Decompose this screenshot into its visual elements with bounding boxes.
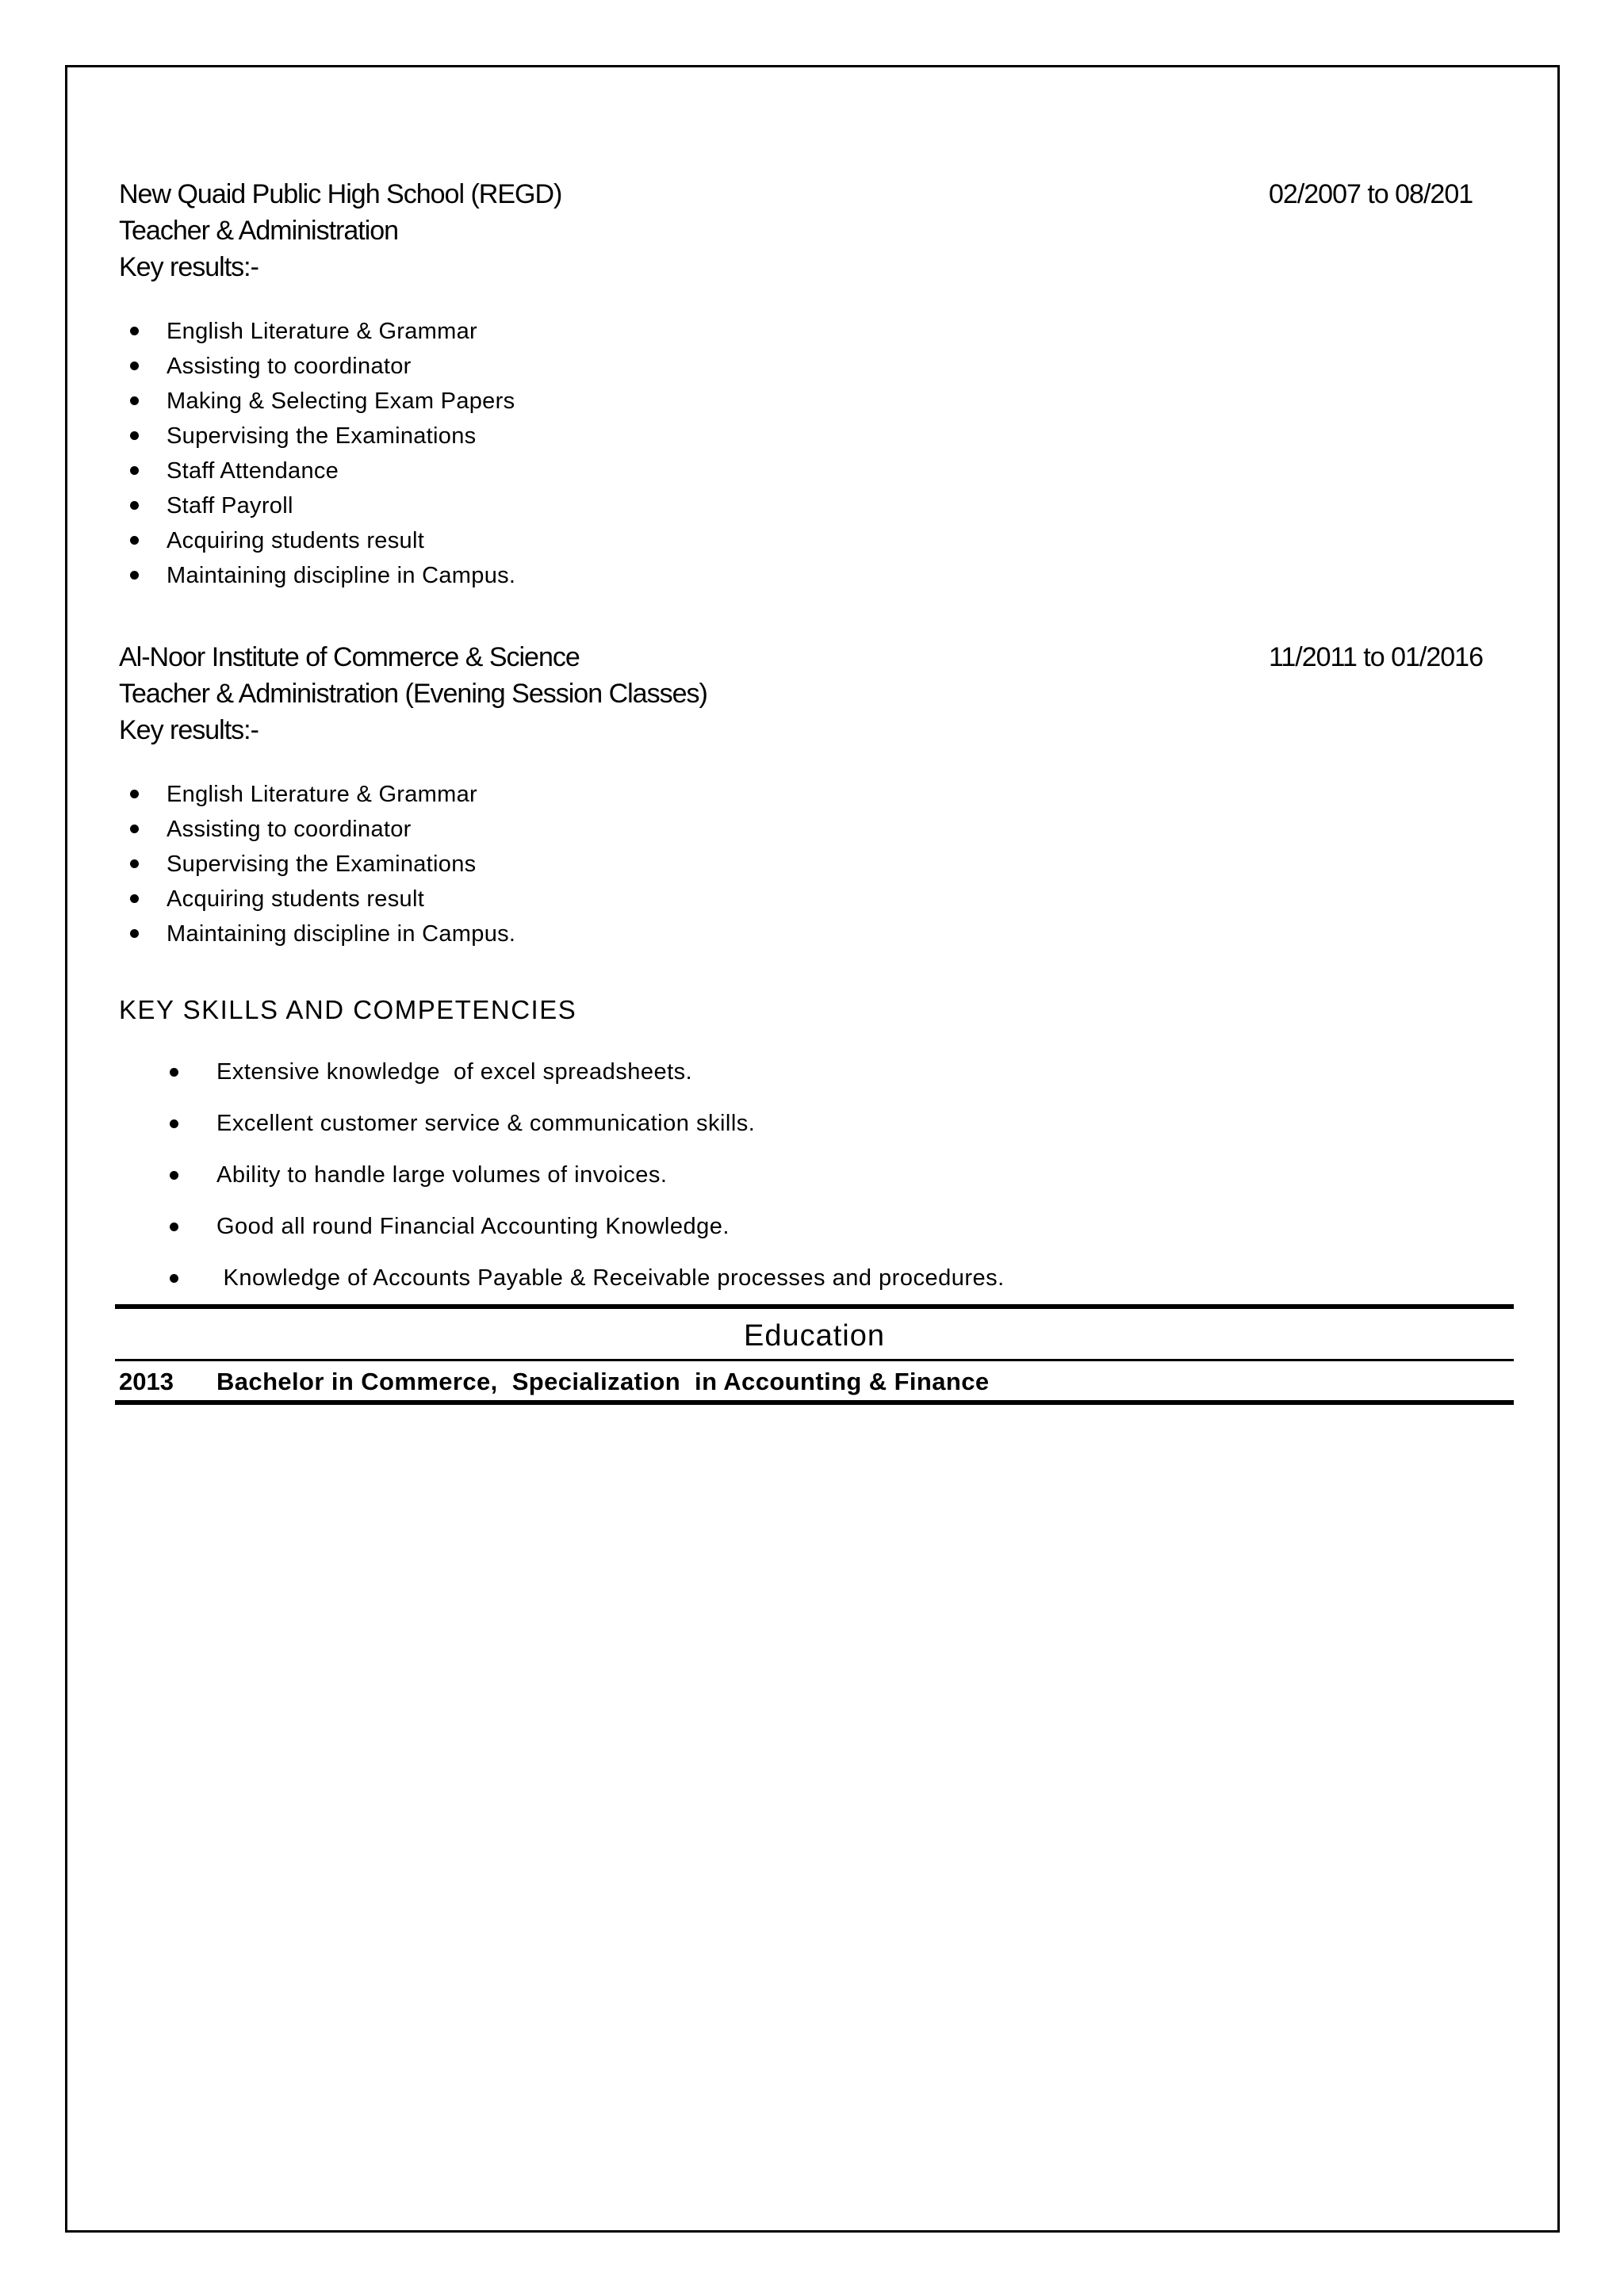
list-item: Staff Attendance [119, 453, 1515, 488]
list-item: Knowledge of Accounts Payable & Receivable processes and procedures. [119, 1253, 1467, 1304]
list-item: Assisting to coordinator [119, 349, 1515, 384]
education-divider [115, 1359, 1514, 1361]
list-item: Assisting to coordinator [119, 812, 1515, 847]
key-results-list [119, 777, 1515, 951]
list-item: Extensive knowledge of excel spreadsheets. [119, 1047, 1467, 1098]
bullet-icon [170, 1171, 178, 1180]
experience-entry-new-quaid [119, 176, 1515, 593]
employer-name: New Quaid Public High School (REGD) [119, 179, 562, 209]
education-degree: Bachelor in Commerce, Specialization in Accounting & Finance [216, 1368, 990, 1395]
bullet-icon [130, 929, 139, 938]
bullet-icon [130, 571, 139, 580]
bullet-icon [130, 825, 139, 833]
list-item: Making & Selecting Exam Papers [119, 384, 1515, 419]
list-item: English Literature & Grammar [119, 314, 1515, 349]
employment-dates: 11/2011 to 01/2016 [1269, 642, 1484, 672]
skills-list [119, 1047, 1467, 1304]
bullet-icon [130, 501, 139, 510]
bullet-icon [170, 1068, 178, 1077]
bullet-icon [130, 859, 139, 868]
education-top-rule [115, 1304, 1514, 1309]
job-role: Teacher & Administration [119, 216, 399, 246]
job-header [119, 639, 1515, 675]
employer-name: Al-Noor Institute of Commerce & Science [119, 642, 580, 672]
bullet-icon [130, 396, 139, 405]
list-item: Good all round Financial Accounting Knowledge. [119, 1201, 1467, 1253]
list-item: Ability to handle large volumes of invoices. [119, 1150, 1467, 1201]
list-item: Excellent customer service & communication skills. [119, 1098, 1467, 1150]
list-item: Maintaining discipline in Campus. [119, 558, 1515, 593]
education-heading: Education [743, 1319, 885, 1353]
bullet-icon [130, 466, 139, 475]
bullet-icon [170, 1223, 178, 1231]
list-item: English Literature & Grammar [119, 777, 1515, 812]
employment-dates: 02/2007 to 08/201 [1269, 179, 1473, 209]
job-role: Teacher & Administration (Evening Session Classes) [119, 679, 707, 709]
list-item: Supervising the Examinations [119, 419, 1515, 453]
education-bottom-rule [115, 1400, 1514, 1405]
bullet-icon [130, 362, 139, 370]
list-item: Maintaining discipline in Campus. [119, 916, 1515, 951]
bullet-icon [170, 1119, 178, 1128]
skills-heading: KEY SKILLS AND COMPETENCIES [119, 995, 577, 1024]
experience-entry-al-noor [119, 639, 1515, 951]
bullet-icon [170, 1274, 178, 1283]
education-year: 2013 [119, 1368, 174, 1395]
list-item: Acquiring students result [119, 882, 1515, 916]
key-results-label: Key results:- [119, 252, 259, 282]
bullet-icon [130, 327, 139, 335]
list-item: Supervising the Examinations [119, 847, 1515, 882]
key-results-label: Key results:- [119, 715, 259, 745]
bullet-icon [130, 790, 139, 798]
bullet-icon [130, 536, 139, 545]
bullet-icon [130, 431, 139, 440]
list-item: Staff Payroll [119, 488, 1515, 523]
bullet-icon [130, 894, 139, 903]
key-results-list [119, 314, 1515, 593]
job-header [119, 176, 1515, 212]
list-item: Acquiring students result [119, 523, 1515, 558]
